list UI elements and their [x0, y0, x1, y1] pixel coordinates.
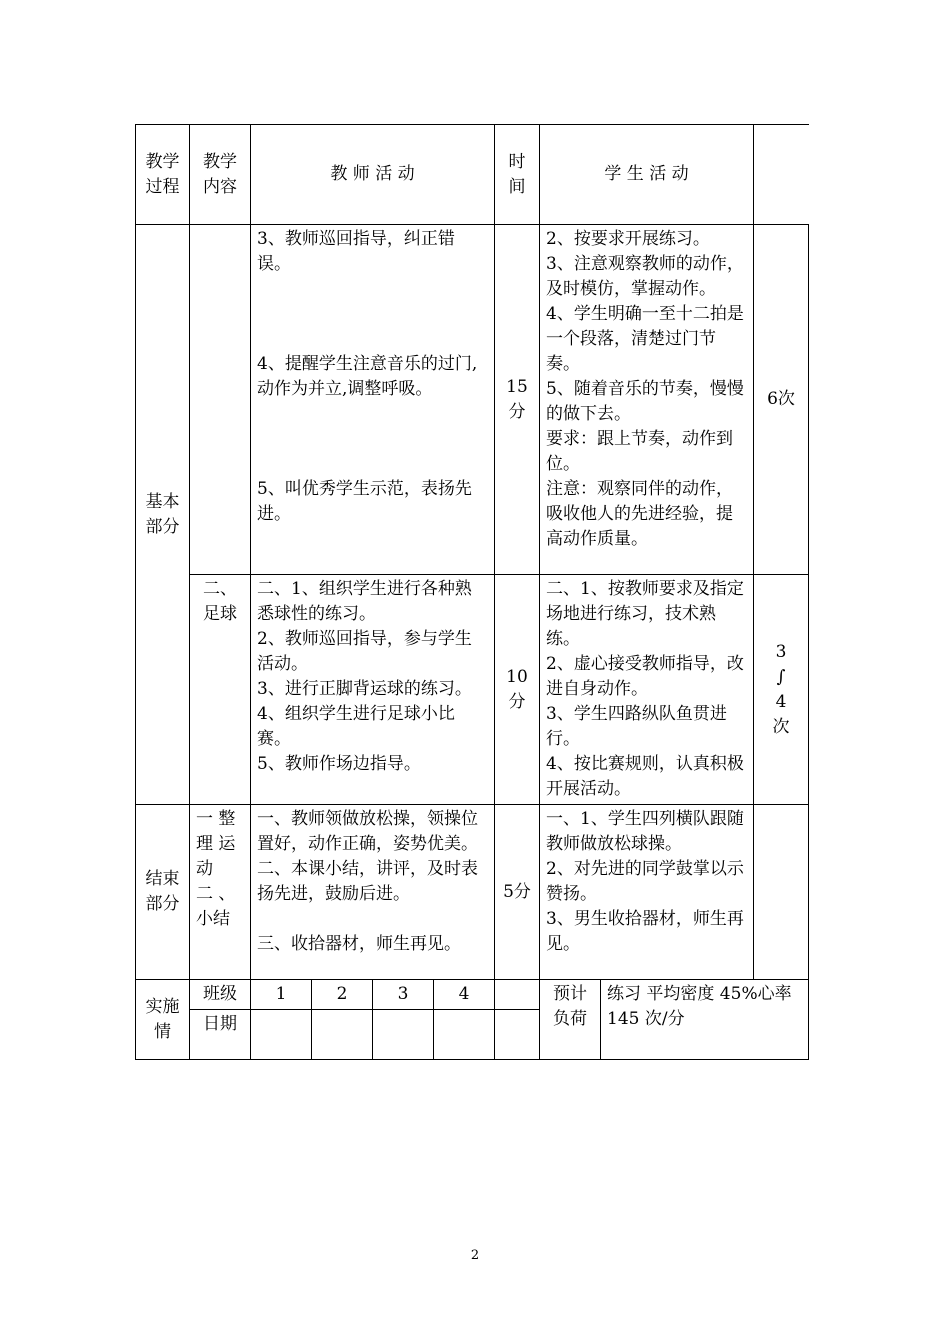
ending-time: 5分: [495, 805, 540, 980]
impl-section: 实施情: [136, 980, 190, 1060]
ending-teacher: [251, 805, 495, 980]
impl-date-3: [373, 1010, 434, 1060]
student-item: 3、注意观察教师的动作，及时模仿，掌握动作。: [546, 254, 744, 299]
impl-col-3: 3: [373, 980, 434, 1010]
impl-col-1: 1: [251, 980, 312, 1010]
teacher-item: 3、教师巡回指导，纠正错误。: [257, 229, 455, 274]
basic-content-empty: [190, 225, 251, 575]
header-process: 教学过程: [136, 125, 190, 225]
header-content: 教学内容: [190, 125, 251, 225]
teacher-item: 二、本课小结，讲评，及时表扬先进，鼓励后进。: [257, 859, 478, 904]
student-item: 4、学生明确一至十二拍是一个段落，清楚过门节奏。: [546, 304, 744, 374]
ending-content: [190, 805, 251, 980]
ending-section: 结束部分: [136, 805, 190, 980]
teacher-item: 2、教师巡回指导，参与学生活动。: [257, 629, 472, 674]
basic-time-1: 15分: [495, 225, 540, 575]
student-item: 要求：跟上节奏，动作到位。: [546, 429, 733, 474]
header-student: 学 生 活 动: [540, 125, 754, 225]
student-item: 2、虚心接受教师指导，改进自身动作。: [546, 654, 744, 699]
count-line: 4: [775, 691, 787, 712]
student-item: 5、随着音乐的节奏，慢慢的做下去。: [546, 379, 744, 424]
basic-student-2: [540, 575, 754, 805]
football-content: 二、足球: [190, 575, 251, 805]
count-line: 次: [772, 716, 790, 737]
basic-student-1: [540, 225, 754, 575]
teacher-item: 3、进行正脚背运球的练习。: [257, 679, 472, 699]
basic-count-1: 6次: [754, 225, 809, 575]
teacher-item: 二、1、组织学生进行各种熟悉球性的练习。: [257, 579, 472, 624]
ending-student: [540, 805, 754, 980]
impl-empty: [495, 980, 540, 1010]
lesson-plan-table: [135, 124, 809, 1060]
header-time: 时间: [495, 125, 540, 225]
impl-load-value: 练习 平均密度 45%心率 145 次/分: [601, 980, 809, 1060]
basic-section: 基本部分: [136, 225, 190, 805]
impl-date-empty: [495, 1010, 540, 1060]
student-item: 注意：观察同伴的动作，吸收他人的先进经验，提高动作质量。: [546, 479, 733, 549]
header-teacher: 教 师 活 动: [251, 125, 495, 225]
student-item: 2、对先进的同学鼓掌以示赞扬。: [546, 859, 744, 904]
basic-count-2: [754, 575, 809, 805]
impl-date-2: [312, 1010, 373, 1060]
student-item: 3、男生收拾器材，师生再见。: [546, 909, 744, 954]
basic-teacher-2: [251, 575, 495, 805]
count-line: 3: [775, 641, 787, 662]
teacher-item: 4、组织学生进行足球小比赛。: [257, 704, 455, 749]
basic-teacher-1: [251, 225, 495, 575]
student-item: 一、1、学生四列横队跟随教师做放松球操。: [546, 809, 744, 854]
basic-time-2: 10分: [495, 575, 540, 805]
ending-count-empty: [754, 805, 809, 980]
impl-date-1: [251, 1010, 312, 1060]
student-item: 4、按比赛规则，认真积极开展活动。: [546, 754, 744, 799]
impl-date-label: 日期: [190, 1010, 251, 1060]
student-item: 二、1、按教师要求及指定场地进行练习，技术熟练。: [546, 579, 744, 649]
teacher-item: 三、收拾器材，师生再见。: [257, 934, 461, 954]
impl-load-label: 预计负荷: [540, 980, 601, 1060]
count-line: ∫: [776, 666, 786, 687]
impl-col-4: 4: [434, 980, 495, 1010]
impl-class-label: 班级: [190, 980, 251, 1010]
student-item: 2、按要求开展练习。: [546, 229, 710, 249]
impl-col-2: 2: [312, 980, 373, 1010]
impl-date-4: [434, 1010, 495, 1060]
content-item: 一 整理 运动: [196, 809, 236, 879]
student-item: 3、学生四路纵队鱼贯进行。: [546, 704, 727, 749]
page-number: 2: [470, 1248, 480, 1263]
teacher-item: 一、教师领做放松操，领操位置好，动作正确，姿势优美。: [257, 809, 478, 854]
teacher-item: 5、教师作场边指导。: [257, 754, 421, 774]
header-count: [754, 125, 809, 225]
teacher-item: 4、提醒学生注意音乐的过门,动作为并立,调整呼吸。: [257, 354, 478, 399]
teacher-item: 5、叫优秀学生示范，表扬先进。: [257, 479, 472, 524]
content-item: 二 、小结: [196, 884, 236, 929]
